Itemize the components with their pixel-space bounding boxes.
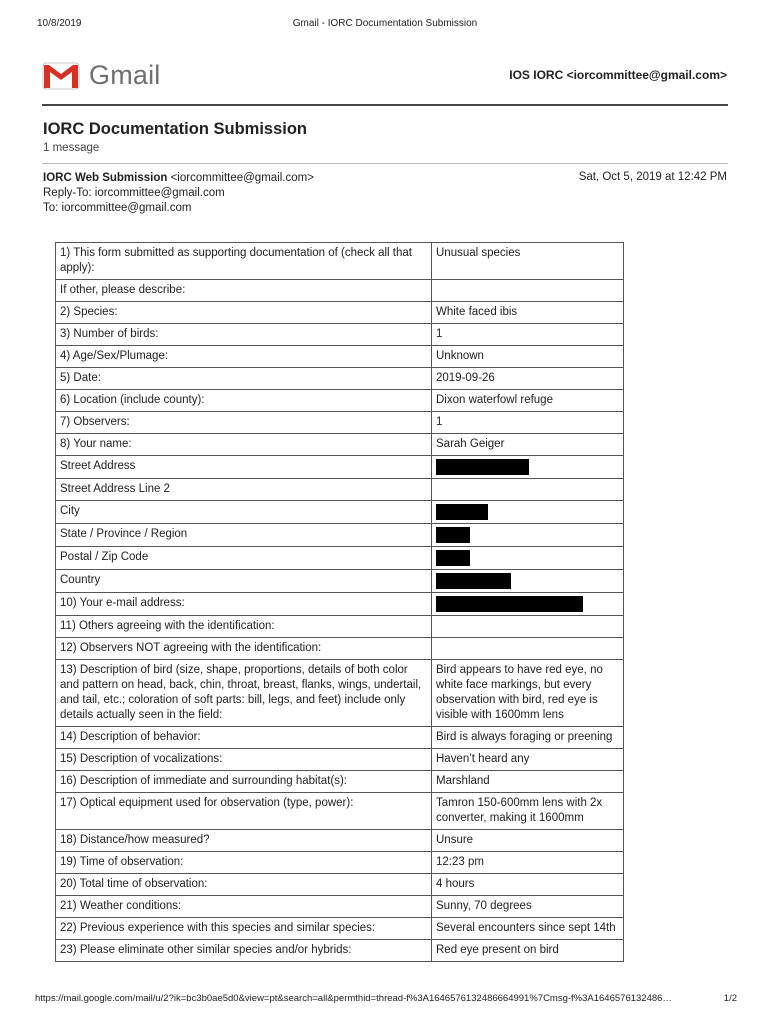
recipient: To: iorcommittee@gmail.com — [43, 202, 192, 214]
answer-cell: White faced ibis — [432, 302, 624, 324]
table-row — [56, 243, 624, 280]
question-cell: 16) Description of immediate and surrounding habitat(s): — [56, 771, 432, 793]
email-subject: IORC Documentation Submission — [43, 120, 308, 138]
page-number: 1/2 — [723, 993, 737, 1004]
answer-cell — [432, 280, 624, 302]
question-cell: 19) Time of observation: — [56, 852, 432, 874]
question-cell: City — [56, 501, 432, 524]
redaction-bar — [436, 459, 529, 475]
table-row — [56, 547, 624, 570]
answer-cell: 12:23 pm — [432, 852, 624, 874]
table-row — [56, 570, 624, 593]
question-cell: 22) Previous experience with this species and similar species: — [56, 918, 432, 940]
question-cell: 2) Species: — [56, 302, 432, 324]
table-row — [56, 346, 624, 368]
answer-cell — [432, 479, 624, 501]
question-cell: 6) Location (include county): — [56, 390, 432, 412]
question-cell: 1) This form submitted as supporting documentation of (check all that apply): — [56, 243, 432, 280]
answer-cell: Marshland — [432, 771, 624, 793]
print-title: Gmail - IORC Documentation Submission — [292, 18, 478, 29]
print-date: 10/8/2019 — [37, 18, 82, 29]
table-row — [56, 638, 624, 660]
sender-name: IORC Web Submission — [43, 172, 168, 184]
question-cell: If other, please describe: — [56, 280, 432, 302]
table-row — [56, 324, 624, 346]
table-row — [56, 434, 624, 456]
question-cell: Street Address Line 2 — [56, 479, 432, 501]
gmail-wordmark: Gmail — [89, 59, 161, 90]
question-cell: 10) Your e-mail address: — [56, 593, 432, 616]
answer-cell: Bird appears to have red eye, no white face markings, but every observation with bird, red eye is visible with 1600mm lens — [432, 660, 624, 727]
question-cell: 11) Others agreeing with the identification: — [56, 616, 432, 638]
email-meta — [43, 171, 314, 216]
question-cell: 15) Description of vocalizations: — [56, 749, 432, 771]
answer-cell: Tamron 150-600mm lens with 2x converter, making it 1600mm — [432, 793, 624, 830]
table-row — [56, 368, 624, 390]
answer-cell: Red eye present on bird — [432, 940, 624, 962]
reply-to: Reply-To: iorcommittee@gmail.com — [43, 187, 225, 199]
answer-cell: 1 — [432, 412, 624, 434]
subject-divider — [42, 163, 728, 164]
answer-cell: 1 — [432, 324, 624, 346]
submission-table — [55, 242, 624, 962]
question-cell: 20) Total time of observation: — [56, 874, 432, 896]
table-row — [56, 874, 624, 896]
question-cell: 7) Observers: — [56, 412, 432, 434]
question-cell: 14) Description of behavior: — [56, 727, 432, 749]
table-row — [56, 727, 624, 749]
answer-cell: Sarah Geiger — [432, 434, 624, 456]
answer-cell: Haven’t heard any — [432, 749, 624, 771]
table-row — [56, 390, 624, 412]
gmail-logo-icon — [42, 61, 80, 90]
answer-cell: Unusual species — [432, 243, 624, 280]
answer-cell — [432, 501, 624, 524]
question-cell: 17) Optical equipment used for observation (type, power): — [56, 793, 432, 830]
table-row — [56, 501, 624, 524]
redaction-bar — [436, 550, 470, 566]
table-row — [56, 940, 624, 962]
question-cell: 5) Date: — [56, 368, 432, 390]
table-row — [56, 456, 624, 479]
answer-cell: Unknown — [432, 346, 624, 368]
table-row — [56, 749, 624, 771]
table-row — [56, 524, 624, 547]
table-row — [56, 793, 624, 830]
answer-cell: Unsure — [432, 830, 624, 852]
answer-cell — [432, 616, 624, 638]
answer-cell: Several encounters since sept 14th — [432, 918, 624, 940]
question-cell: 18) Distance/how measured? — [56, 830, 432, 852]
sender-address: <iorcommittee@gmail.com> — [170, 172, 314, 184]
table-row — [56, 830, 624, 852]
answer-cell — [432, 570, 624, 593]
answer-cell: 2019-09-26 — [432, 368, 624, 390]
question-cell: Street Address — [56, 456, 432, 479]
question-cell: Postal / Zip Code — [56, 547, 432, 570]
sent-date: Sat, Oct 5, 2019 at 12:42 PM — [578, 171, 727, 183]
table-row — [56, 896, 624, 918]
table-row — [56, 852, 624, 874]
answer-cell — [432, 638, 624, 660]
question-cell: 3) Number of birds: — [56, 324, 432, 346]
table-row — [56, 280, 624, 302]
redaction-bar — [436, 527, 470, 543]
answer-cell: Sunny, 70 degrees — [432, 896, 624, 918]
question-cell: 23) Please eliminate other similar species and/or hybrids: — [56, 940, 432, 962]
question-cell: 8) Your name: — [56, 434, 432, 456]
redaction-bar — [436, 573, 511, 589]
print-url: https://mail.google.com/mail/u/2?ik=bc3b0ae5d0&view=pt&search=all&permthid=thread-f%3A1646576132486664991%7Cmsg-f%3A1646576132486… — [35, 993, 672, 1004]
answer-cell: 4 hours — [432, 874, 624, 896]
redaction-bar — [436, 596, 583, 612]
answer-cell — [432, 456, 624, 479]
table-row — [56, 479, 624, 501]
table-row — [56, 302, 624, 324]
answer-cell — [432, 524, 624, 547]
answer-cell: Dixon waterfowl refuge — [432, 390, 624, 412]
table-row — [56, 660, 624, 727]
message-count: 1 message — [43, 142, 100, 154]
sender-line — [43, 171, 314, 186]
table-row — [56, 616, 624, 638]
answer-cell — [432, 547, 624, 570]
header-divider — [42, 104, 728, 106]
redaction-bar — [436, 504, 488, 520]
question-cell: 13) Description of bird (size, shape, proportions, details of both color and pattern on head, back, chin, throat, breast, flanks, wings, undertail, and tail, etc.; coloration of soft parts: bill, legs, and feet) include only details actually seen in the field: — [56, 660, 432, 727]
question-cell: 4) Age/Sex/Plumage: — [56, 346, 432, 368]
answer-cell — [432, 593, 624, 616]
question-cell: Country — [56, 570, 432, 593]
table-row — [56, 918, 624, 940]
question-cell: 12) Observers NOT agreeing with the identification: — [56, 638, 432, 660]
account-label: IOS IORC <iorcommittee@gmail.com> — [509, 68, 727, 82]
answer-cell: Bird is always foraging or preening — [432, 727, 624, 749]
gmail-logo — [42, 58, 161, 92]
question-cell: 21) Weather conditions: — [56, 896, 432, 918]
table-row — [56, 593, 624, 616]
table-row — [56, 771, 624, 793]
question-cell: State / Province / Region — [56, 524, 432, 547]
table-row — [56, 412, 624, 434]
